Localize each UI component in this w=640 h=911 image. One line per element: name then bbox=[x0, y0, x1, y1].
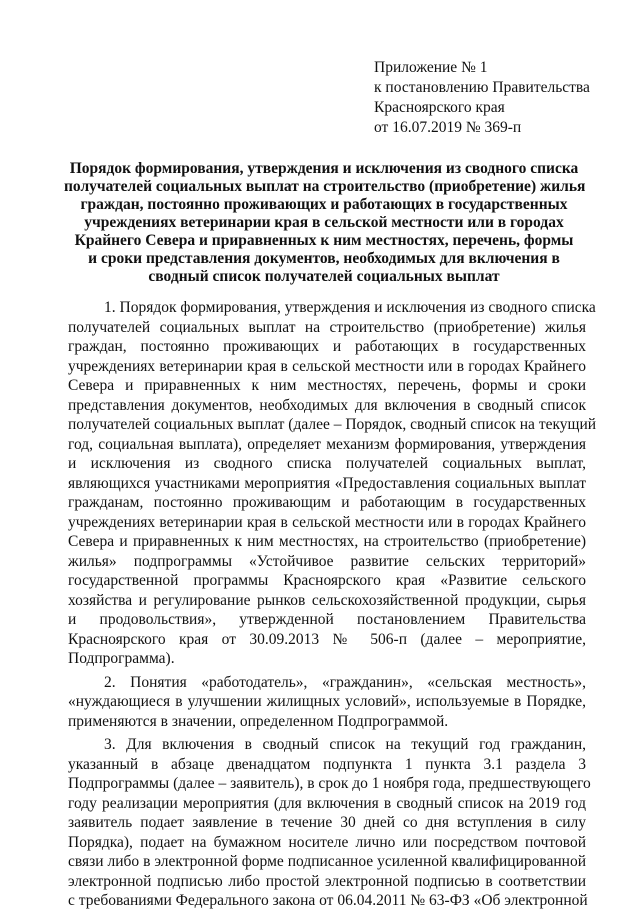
text-line: государственной программы Красноярского края «Развитие сельского bbox=[68, 572, 586, 589]
paragraph-3 bbox=[68, 735, 591, 911]
text-line: учреждениях ветеринарии края в сельской местности или в городах Крайнего bbox=[68, 357, 586, 375]
title-line: получателей социальных выплат на строительство (приобретение) жилья bbox=[64, 178, 586, 195]
text-line: граждан, постоянно проживающих и работающих в государственных bbox=[68, 338, 586, 355]
text-line: и продовольствия», утвержденной постановлением Правительства bbox=[68, 611, 586, 628]
appendix-line: от 16.07.2019 № 369-п bbox=[374, 119, 522, 136]
text-line: Подпрограмма). bbox=[68, 650, 175, 667]
title-line: Порядок формирования, утверждения и исключения из сводного списка bbox=[69, 160, 579, 177]
text-line: Подпрограммы (далее – заявитель), в срок до 1 ноября года, предшествующего bbox=[68, 775, 591, 792]
text-line: учреждениях ветеринарии края в сельской местности или в городах Крайнего bbox=[68, 513, 586, 531]
text-line: электронной подписью либо простой электронной подписью в соответствии bbox=[68, 872, 586, 890]
text-line: год, социальная выплата), определяет механизм формирования, утверждения bbox=[68, 435, 586, 453]
text-line: получателей социальных выплат (далее – Порядок, сводный список на текущий bbox=[68, 416, 597, 433]
text-line: связи либо в электронной форме подписанное усиленной квалифицированной bbox=[68, 853, 586, 870]
text-line: применяются в значении, определенном Подпрограммой. bbox=[68, 712, 449, 730]
appendix-reference bbox=[374, 58, 614, 138]
title-line: граждан, постоянно проживающих и работающих в государственных bbox=[80, 196, 568, 213]
title-line: сводный список получателей социальных выплат bbox=[148, 268, 500, 285]
title-line: учреждениях ветеринарии края в сельской местности или в городах bbox=[84, 214, 564, 231]
text-line: заявитель подает заявление в течение 30 дней со дня вступления в силу bbox=[68, 814, 586, 831]
appendix-line: к постановлению Правительства bbox=[374, 79, 590, 96]
text-line: 2. Понятия «работодатель», «гражданин», «сельская местность», bbox=[104, 673, 586, 691]
appendix-line: Красноярского края bbox=[374, 99, 505, 116]
text-line: жилья» подпрограммы «Устойчивое развитие сельских территорий» bbox=[68, 552, 586, 570]
text-line: указанный в абзаце двенадцатом подпункта 1 пункта 3.1 раздела 3 bbox=[68, 755, 586, 773]
paragraph-1 bbox=[68, 298, 597, 669]
text-line: Красноярского края от 30.09.2013 № 506-п (далее – мероприятие, bbox=[68, 630, 586, 648]
paragraph-2 bbox=[68, 673, 586, 732]
document-body bbox=[68, 298, 597, 911]
text-line: Севера и приравненных к ним местностях, перечень, формы и сроки bbox=[68, 377, 586, 394]
text-line: Порядка), подает на бумажном носителе лично или посредством почтовой bbox=[68, 833, 586, 851]
text-line: 1. Порядок формирования, утверждения и исключения из сводного списка bbox=[104, 299, 596, 316]
text-line: хозяйства и регулирование рынков сельскохозяйственной продукции, сырья bbox=[68, 591, 586, 609]
title-line: Крайнего Севера и приравненных к ним местностях, перечень, формы bbox=[74, 232, 574, 249]
document-title bbox=[64, 160, 584, 286]
text-line: получателей социальных выплат на строительство (приобретение) жилья bbox=[68, 318, 586, 336]
title-line: и сроки представления документов, необходимых для включения в bbox=[88, 250, 560, 267]
appendix-line: Приложение № 1 bbox=[374, 59, 488, 76]
text-line: представления документов, необходимых для включения в сводный список bbox=[68, 396, 586, 414]
text-line: 3. Для включения в сводный список на текущий год гражданин, bbox=[104, 736, 586, 753]
text-line: «нуждающиеся в улучшении жилищных условий», используемые в Порядке, bbox=[68, 693, 586, 710]
text-line: Севера и приравненных к ним местностях, на строительство (приобретение) bbox=[68, 533, 586, 550]
text-line: являющихся участниками мероприятия «Предоставления социальных выплат bbox=[68, 474, 586, 492]
text-line: гражданам, постоянно проживающим и работающим в государственных bbox=[68, 494, 586, 511]
text-line: году реализации мероприятия (для включения в сводный список на 2019 год bbox=[68, 794, 586, 812]
text-line: с требованиями Федерального закона от 06.04.2011 № 63-ФЗ «Об электронной bbox=[68, 892, 588, 909]
text-line: и исключения из сводного списка получателей социальных выплат, bbox=[68, 455, 586, 472]
